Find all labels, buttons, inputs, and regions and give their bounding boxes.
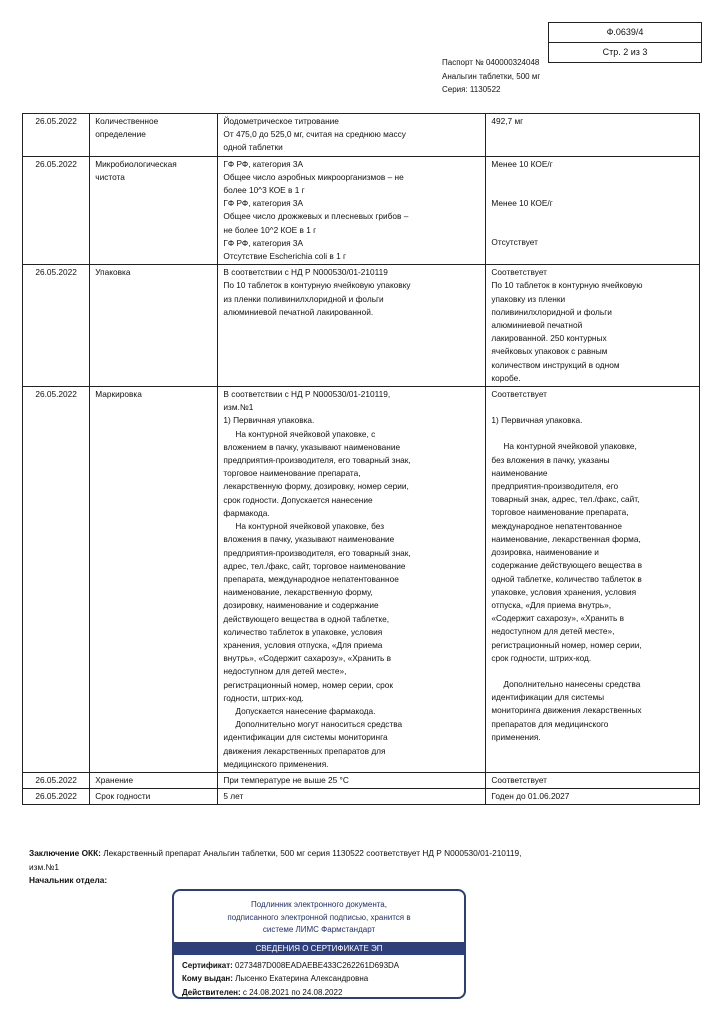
electronic-signature-stamp	[172, 889, 466, 999]
cell-line: из пленки поливинилхлоридной и фольги	[223, 293, 384, 304]
cell-line: 492,7 мг	[491, 116, 524, 126]
cell-line: предприятия-производителя, его	[491, 481, 619, 492]
table-row	[23, 387, 700, 773]
cell-line	[491, 184, 694, 197]
table-row	[23, 265, 700, 387]
cert-value: 0273487D008EADAEBE433C262261D693DA	[232, 960, 400, 970]
cert-label: Сертификат:	[182, 960, 233, 970]
cell-line: На контурной ячейковой упаковке, с	[235, 428, 376, 439]
cell-result	[486, 265, 700, 387]
cell-line: Допускается нанесение фармакода.	[235, 705, 376, 716]
cell-line: хранения, условия отпуска, «Для приема	[223, 639, 383, 650]
stamp-line-2: подписанного электронной подписью, хранится в	[227, 912, 411, 922]
form-code-box	[548, 22, 702, 63]
cell-line: алюминиевой печатной	[491, 320, 583, 331]
cell-line: количество таблеток в упаковке, условия	[223, 626, 383, 637]
cell-line: наименование	[491, 467, 548, 478]
cell-line: Срок годности	[95, 791, 151, 802]
cell-requirement	[218, 772, 486, 788]
cell-line: Количественное	[95, 116, 159, 126]
issued-value: Лысенко Екатерина Александровна	[232, 974, 369, 983]
cell-line: содержание действующего вещества в	[491, 560, 643, 571]
cell-line: Дополнительно могут наноситься средства	[235, 719, 403, 730]
stamp-issued-to	[174, 972, 464, 986]
stamp-certificate	[174, 959, 464, 973]
cell-line: определение	[95, 129, 146, 140]
stamp-valid	[174, 986, 464, 1000]
cell-line: «Содержит сахарозу», «Хранить в	[491, 613, 624, 624]
cell-line: ГФ РФ, категория 3А	[223, 237, 304, 248]
passport-header	[442, 56, 540, 97]
conclusion-label: Заключение ОКК:	[29, 848, 101, 858]
cell-line: мониторинга движения лекарственных	[491, 705, 642, 716]
cell-line: чистота	[95, 171, 125, 182]
cell-line: срок годности. Допускается нанесение	[223, 494, 373, 505]
test-results-table	[22, 113, 700, 805]
cell-line: 5 лет	[223, 791, 244, 802]
valid-label: Действителен:	[182, 987, 241, 997]
table-row	[23, 156, 700, 265]
cell-line	[491, 223, 694, 236]
cell-line: действующего вещества в одной таблетке,	[223, 613, 390, 624]
cell-date	[23, 114, 90, 157]
valid-value: с 24.08.2021 по 24.08.2022	[240, 987, 343, 997]
cell-line: без вложения в пачку, указаны	[491, 454, 610, 465]
cell-line: ячейковых упаковок с равным	[491, 346, 608, 357]
cell-line: дозировка, наименование и	[491, 547, 599, 558]
cell-line: От 475,0 до 525,0 мг, считая на среднюю массу	[223, 129, 406, 140]
cell-line: Йодометрическое титрование	[223, 116, 339, 126]
conclusion-text-2: изм.№1	[29, 861, 59, 872]
cell-line: Годен до 01.06.2027	[491, 791, 570, 802]
cell-line: одной таблетки	[223, 142, 283, 153]
cell-line: регистрационный номер, номер серии,	[491, 639, 642, 650]
conclusion	[29, 847, 669, 874]
cell-line: годности, штрих-код.	[223, 692, 304, 703]
cell-line: На контурной ячейковой упаковке,	[503, 441, 637, 452]
cell-line: торговое наименование препарата,	[491, 507, 629, 518]
cell-line: По 10 таблеток в контурную ячейковую	[491, 280, 643, 291]
cell-line: срок годности, штрих-код.	[491, 652, 592, 663]
cell-result	[486, 114, 700, 157]
cell-result	[486, 387, 700, 773]
cell-line: 1) Первичная упаковка.	[491, 415, 583, 426]
cell-line: недоступном для детей месте»,	[223, 666, 347, 677]
cell-text: 26.05.2022	[35, 267, 77, 278]
cell-line: 1) Первичная упаковка.	[223, 415, 315, 426]
cell-requirement	[218, 265, 486, 387]
cell-date	[23, 265, 90, 387]
cell-line: лекарственную форму, дозировку, номер серии,	[223, 481, 409, 492]
cell-line: идентификации для системы	[491, 692, 605, 703]
conclusion-text: Лекарственный препарат Анальгин таблетки, 500 мг серия 1130522 соответствует НД Р N000530/01-210119,	[100, 848, 522, 858]
cell-result	[486, 772, 700, 788]
cell-date	[23, 156, 90, 265]
department-head-label: Начальник отдела:	[29, 875, 108, 885]
cell-line: одной таблетке, количество таблеток в	[491, 573, 642, 584]
cell-line: В соответствии с НД Р N000530/01-210119,	[223, 389, 391, 400]
cell-line: Микробиологическая	[95, 158, 177, 169]
cell-text: 26.05.2022	[35, 389, 77, 400]
cell-line: Отсутствие Escherichia coli в 1 г	[223, 251, 347, 262]
cell-line: Общее число аэробных микроорганизмов – не	[223, 171, 404, 182]
cell-line: медицинского применения.	[223, 758, 329, 769]
cell-text: 26.05.2022	[35, 116, 77, 126]
stamp-line-3: системе ЛИМС Фармстандарт	[262, 925, 376, 934]
cell-line: Соответствует	[491, 389, 547, 400]
page-number: Стр. 2 из 3	[549, 42, 701, 62]
passport-series: Серия: 1130522	[442, 85, 501, 94]
cell-line	[491, 210, 694, 223]
cell-line: упаковке, условия хранения, условия	[491, 586, 637, 597]
cell-requirement	[218, 156, 486, 265]
cell-line: В соответствии с НД Р N000530/01-210119	[223, 267, 388, 278]
cell-line: торговое наименование препарата,	[223, 468, 361, 479]
cell-line: Отсутствует	[491, 237, 538, 248]
cell-line: Соответствует	[491, 774, 547, 785]
cell-line: товарный знак, адрес, тел./факс, сайт,	[491, 494, 640, 505]
cell-line: применения.	[491, 731, 541, 742]
cell-line: отпуска, «Для приема внутрь»,	[491, 599, 612, 610]
cell-date	[23, 789, 90, 805]
stamp-line-1: Подлинник электронного документа,	[251, 900, 387, 909]
cell-text: 26.05.2022	[35, 791, 77, 802]
cell-line: регистрационный номер, номер серии, срок	[223, 679, 393, 690]
cell-requirement	[218, 114, 486, 157]
cell-line: Хранение	[95, 774, 134, 785]
cell-line: фармакода.	[223, 507, 270, 518]
stamp-certificate-bar: СВЕДЕНИЯ О СЕРТИФИКАТЕ ЭП	[174, 942, 464, 955]
cell-line: вложения в пачку, указывают наименование	[223, 534, 395, 545]
cell-line: препаратов для медицинского	[491, 718, 609, 729]
cell-line: идентификации для системы мониторинга	[223, 732, 388, 743]
cell-date	[23, 387, 90, 773]
cell-line: Общее число дрожжевых и плесневых грибов –	[223, 211, 409, 222]
passport-number: Паспорт № 040000324048	[442, 58, 540, 67]
cell-line: Соответствует	[491, 267, 547, 278]
cell-line	[491, 171, 694, 184]
form-code: Ф.0639/4	[606, 27, 644, 37]
cell-line: недоступном для детей месте»,	[491, 626, 615, 637]
cell-line: На контурной ячейковой упаковке, без	[235, 521, 385, 532]
cell-parameter	[90, 387, 218, 773]
cell-line: международное непатентованное	[491, 520, 623, 531]
cell-line	[491, 665, 694, 678]
cell-line: При температуре не выше 25 °С	[223, 774, 349, 785]
cell-parameter	[90, 156, 218, 265]
cell-line: наименование, лекарственная форма,	[491, 533, 641, 544]
cell-line: Упаковка	[95, 267, 131, 278]
cell-line: адрес, тел./факс, сайт, торговое наименование	[223, 560, 406, 571]
cell-result	[486, 789, 700, 805]
cell-text: 26.05.2022	[35, 774, 77, 785]
cell-line: внутрь», «Содержит сахарозу», «Хранить в	[223, 653, 392, 664]
table-row	[23, 114, 700, 157]
cell-line: Дополнительно нанесены средства	[503, 678, 641, 689]
cell-line: изм.№1	[223, 402, 254, 413]
cell-text: 26.05.2022	[35, 158, 77, 169]
cell-line: предприятия-производителя, его товарный знак,	[223, 547, 411, 558]
cell-line	[491, 427, 694, 440]
cell-result	[486, 156, 700, 265]
cell-line: вложением в пачку, указывают наименование	[223, 441, 401, 452]
cell-line	[491, 401, 694, 414]
cell-parameter	[90, 789, 218, 805]
cell-line: поливинилхлоридной и фольги	[491, 306, 612, 317]
cell-line: коробе.	[491, 372, 521, 383]
passport-product: Анальгин таблетки, 500 мг	[442, 71, 541, 81]
cell-line: более 10^3 КОЕ в 1 г	[223, 185, 305, 196]
cell-line: ГФ РФ, категория 3А	[223, 198, 304, 209]
cell-parameter	[90, 772, 218, 788]
cell-line: Маркировка	[95, 389, 142, 400]
cell-line: лакированной. 250 контурных	[491, 333, 607, 344]
cell-line: движения лекарственных препаратов для	[223, 745, 386, 756]
cell-line: не более 10^2 КОЕ в 1 г	[223, 224, 317, 235]
cell-date	[23, 772, 90, 788]
cell-line: ГФ РФ, категория 3А	[223, 158, 304, 169]
cell-requirement	[218, 387, 486, 773]
cell-parameter	[90, 265, 218, 387]
cell-line: наименование, лекарственную форму,	[223, 587, 373, 598]
cell-line: препарата, международное непатентованное	[223, 573, 399, 584]
cell-line: дозировку, наименование и содержание	[223, 600, 379, 611]
table-row	[23, 789, 700, 805]
table-row	[23, 772, 700, 788]
issued-label: Кому выдан:	[182, 974, 233, 983]
cell-line: упаковку из пленки	[491, 293, 566, 304]
cell-line: Менее 10 КОЕ/г	[491, 158, 553, 169]
stamp-title	[174, 899, 464, 937]
cell-line: Менее 10 КОЕ/г	[491, 197, 553, 208]
cell-line: предприятия-производителя, его товарный знак,	[223, 455, 411, 466]
cell-requirement	[218, 789, 486, 805]
cell-line: По 10 таблеток в контурную ячейковую упаковку	[223, 280, 411, 291]
cell-line: алюминиевой печатной лакированной.	[223, 306, 374, 317]
cell-line: количеством инструкций в одном	[491, 359, 620, 370]
cell-parameter	[90, 114, 218, 157]
